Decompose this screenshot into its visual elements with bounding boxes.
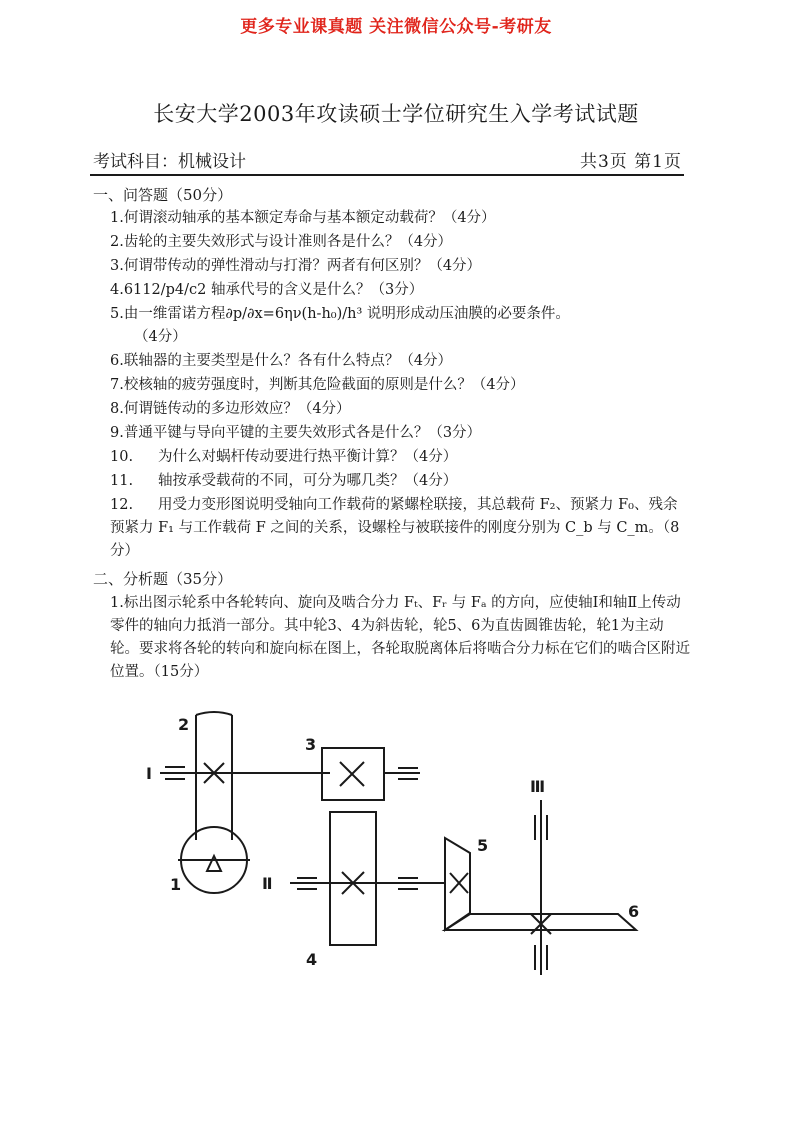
- question-10: [110, 446, 692, 469]
- question-7: 7.校核轴的疲劳强度时，判断其危险截面的原则是什么？（4分）: [110, 377, 525, 393]
- question-3: 3.何谓带传动的弹性滑动与打滑？两者有何区别？（4分）: [110, 258, 482, 274]
- exam-subject: 考试科目：机械设计: [93, 152, 246, 172]
- question-12: [110, 494, 685, 563]
- question-4: 4.6112/p4/c2 轴承代号的含义是什么？（3分）: [110, 282, 424, 298]
- label-shaft-i: Ⅰ: [146, 764, 152, 783]
- label-wheel-1: 1: [170, 875, 182, 894]
- wheel-5-cross-a: [450, 873, 468, 893]
- question-11-number: 11.: [110, 473, 134, 489]
- header-rule: [90, 174, 684, 176]
- wheel-1-shaft-mark: [207, 856, 221, 871]
- label-wheel-6: 6: [628, 902, 640, 921]
- question-11: [110, 470, 692, 493]
- question-8: 8.何谓链传动的多边形效应？（4分）: [110, 401, 351, 417]
- label-wheel-2: 2: [178, 715, 190, 734]
- question-10-text: 为什么对蜗杆传动要进行热平衡计算？（4分）: [158, 449, 458, 465]
- label-shaft-ii: Ⅱ: [262, 874, 273, 893]
- wheel-3-cross-a: [340, 762, 364, 786]
- promo-banner: 更多专业课真题 关注微信公众号-考研友: [240, 17, 552, 37]
- label-wheel-5: 5: [477, 836, 489, 855]
- wheel-4-cross-b: [342, 872, 364, 894]
- page-indicator: 共3页 第1页: [579, 152, 682, 172]
- wheel-3-box: [322, 748, 384, 800]
- wheel-4-cross-a: [342, 872, 364, 894]
- label-shaft-iii: Ⅲ: [530, 777, 546, 796]
- wheel-1-circle: [181, 827, 247, 893]
- label-wheel-3: 3: [305, 735, 317, 754]
- exam-title: 长安大学2003年攻读硕士学位研究生入学考试试题: [153, 102, 639, 126]
- wheel-5-bevel: [445, 838, 470, 930]
- wheel-6-bevel: [445, 914, 636, 930]
- question-11-text: 轴按承受载荷的不同，可分为哪几类？（4分）: [158, 473, 458, 489]
- wheel-6-cross-b: [531, 914, 551, 934]
- wheel-3-cross-b: [340, 762, 364, 786]
- wheel-2-cross-b: [204, 763, 224, 783]
- section-1-heading: 一、问答题（50分）: [93, 186, 233, 204]
- wheel-4-box: [330, 812, 376, 945]
- question-6: 6.联轴器的主要类型是什么？各有什么特点？（4分）: [110, 353, 453, 369]
- wheel-2-top-curve: [196, 712, 232, 715]
- question-5-score: （4分）: [134, 329, 187, 345]
- question-10-number: 10.: [110, 449, 134, 465]
- question-12-number: 12.: [110, 497, 134, 513]
- label-wheel-4: 4: [306, 950, 318, 969]
- question-2: 2.齿轮的主要失效形式与设计准则各是什么？（4分）: [110, 234, 453, 250]
- question-5: 5.由一维雷诺方程∂p/∂x=6ην(h-h₀)/h³ 说明形成动压油膜的必要条件。: [110, 306, 570, 322]
- section-2-heading: 二、分析题（35分）: [93, 570, 233, 588]
- wheel-2-cross-a: [204, 763, 224, 783]
- question-12-text: 用受力变形图说明受轴向工作载荷的紧螺栓联接，其总载荷 F₂、预紧力 F₀、残余预紧力 F₁ 与工作载荷 F 之间的关系，设螺栓与被联接件的刚度分别为 C_b 与 C_m。（8分）: [110, 497, 680, 559]
- wheel-6-cross-a: [531, 914, 551, 934]
- question-9: 9.普通平键与导向平键的主要失效形式各是什么？（3分）: [110, 425, 482, 441]
- wheel-5-cross-b: [450, 873, 468, 893]
- question-1: 1.何谓滚动轴承的基本额定寿命与基本额定动载荷？（4分）: [110, 210, 496, 226]
- analysis-question-1: 1.标出图示轮系中各轮转向、旋向及啮合分力 Fₜ、Fᵣ 与 Fₐ 的方向，应使轴Ⅰ和轴Ⅱ上传动零件的轴向力抵消一部分。其中轮3、4为斜齿轮，轮5、6为直齿圆锥齿轮，轮1为主动轮。要求将各轮的转向和旋向标在图上，各轮取脱离体后将啮合分力标在它们的啮合区附近位置。（15分）: [110, 595, 690, 680]
